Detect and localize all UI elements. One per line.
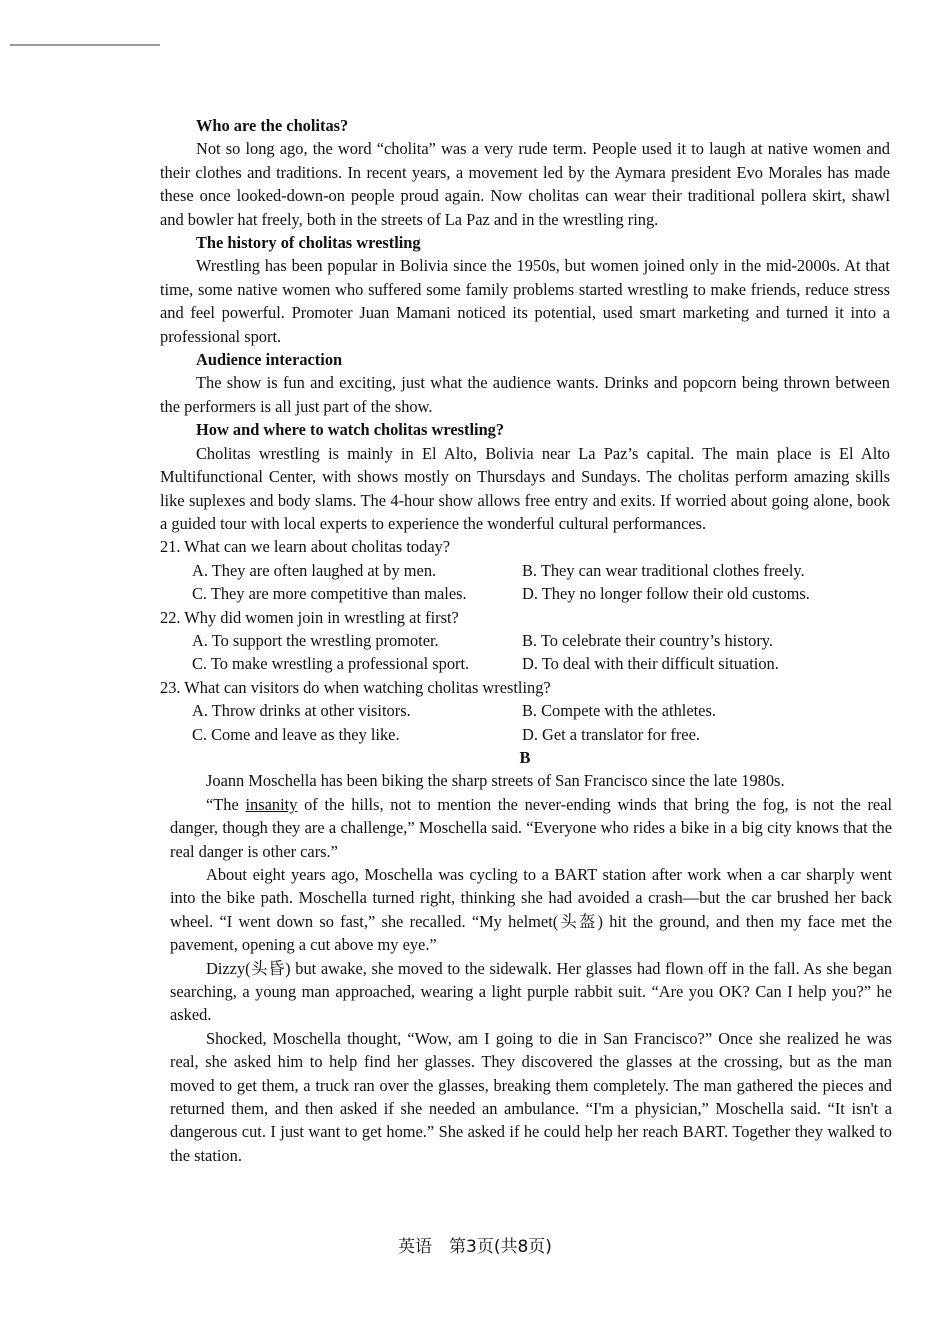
page-footer: 英语 第3页(共8页) <box>398 1237 552 1257</box>
option-d: D. To deal with their difficult situation. <box>522 654 779 674</box>
section-paragraph: The show is fun and exciting, just what the audience wants. Drinks and popcorn being thrown between the performers is all just part of the show. <box>160 373 890 416</box>
option-a: A. Throw drinks at other visitors. <box>192 701 411 721</box>
passage-b-paragraph: Dizzy(头昏) but awake, she moved to the sidewalk. Her glasses had flown off in the fall. As she began searching, a young man approached, wearing a light purple rabbit suit. “Are you OK? Can I help you?” he asked. <box>170 958 892 1025</box>
question-22 <box>160 606 890 676</box>
section-paragraph: Wrestling has been popular in Bolivia since the 1950s, but women joined only in the mid-2000s. At that time, some native women who suffered some family problems started wrestling to make friends, reduce stress and feel powerful. Promoter Juan Mamani noticed its potential, used smart marketing and turned it into a professional sport. <box>160 256 890 346</box>
section-heading: How and where to watch cholitas wrestling? <box>196 420 505 440</box>
section-heading: The history of cholitas wrestling <box>196 233 421 253</box>
question-stem: 23. What can visitors do when watching cholitas wrestling? <box>160 677 551 697</box>
option-c: C. To make wrestling a professional sport. <box>192 654 470 674</box>
answer-options <box>192 629 890 676</box>
option-d: D. They no longer follow their old customs. <box>522 584 810 604</box>
section-paragraph: Cholitas wrestling is mainly in El Alto, Bolivia near La Paz’s capital. The main place is El Alto Multifunctional Center, with shows mostly on Thursdays and Sundays. The cholitas perform amazing skills like suplexes and body slams. The 4-hour show allows free entry and exits. If worried about going alone, book a guided tour with local experts to experience the wonderful cultural performances. <box>160 443 890 533</box>
passage-b-paragraph: Shocked, Moschella thought, “Wow, am I going to die in San Francisco?” Once she realized he was real, she asked him to help find her glasses. They discovered the glasses at the crossing, but as the man moved to get them, a truck ran over the glasses, breaking them completely. The man gathered the pieces and returned them, and then asked if she needed an ambulance. “I'm a physician,” Moschella said. “It isn't a dangerous cut. I just want to get home.” She asked if he could help her reach BART. Together they walked to the station. <box>170 1028 892 1165</box>
question-stem: 21. What can we learn about cholitas today? <box>160 537 451 557</box>
section-heading: Who are the cholitas? <box>196 116 349 135</box>
question-21 <box>160 535 890 605</box>
quote-rest: of the hills, not to mention the never-ending winds that bring the fog, is not the real danger, though they are a challenge,” Moschella said. “Everyone who rides a bike in a big city knows that the real danger is other cars.” <box>170 794 893 861</box>
option-c: C. Come and leave as they like. <box>192 724 400 744</box>
scan-edge-mark <box>10 44 160 46</box>
section-paragraph: Not so long ago, the word “cholita” was a very rude term. People used it to laugh at native women and their clothes and traditions. In recent years, a movement led by the Aymara president Evo Morales has made these once looked-down-on people proud again. Now cholitas can wear their traditional pollera skirt, shawl and bowler hat freely, both in the streets of La Paz and in the wrestling ring. <box>160 139 890 229</box>
option-a: A. To support the wrestling promoter. <box>192 630 439 650</box>
passage-b-paragraph: Joann Moschella has been biking the sharp streets of San Francisco since the late 1980s. <box>206 771 785 791</box>
answer-options <box>192 559 890 606</box>
option-d: D. Get a translator for free. <box>522 724 700 744</box>
option-c: C. They are more competitive than males. <box>192 584 467 604</box>
passage-b-paragraph <box>170 793 892 863</box>
passage-b-paragraph: About eight years ago, Moschella was cycling to a BART station after work when a car sharply went into the bike path. Moschella turned right, thinking she had avoided a crash—but the car brushed her back wheel. “I went down so fast,” she recalled. “My helmet(头盔) hit the ground, and then my face met the pavement, opening a cut above my eye.” <box>170 865 892 955</box>
answer-options <box>192 699 890 746</box>
option-a: A. They are often laughed at by men. <box>192 560 437 580</box>
section-heading: Audience interaction <box>196 350 343 370</box>
underlined-word: insanity <box>245 794 298 814</box>
option-b: B. They can wear traditional clothes freely. <box>522 560 805 580</box>
option-b: B. To celebrate their country’s history. <box>522 630 774 650</box>
question-stem: 22. Why did women join in wrestling at first? <box>160 607 459 627</box>
part-b-label: B <box>519 747 531 767</box>
page-content <box>160 114 893 1167</box>
option-b: B. Compete with the athletes. <box>522 701 716 721</box>
quote-open: “The <box>206 794 246 814</box>
passage-b <box>170 769 892 1167</box>
question-23 <box>160 676 890 746</box>
